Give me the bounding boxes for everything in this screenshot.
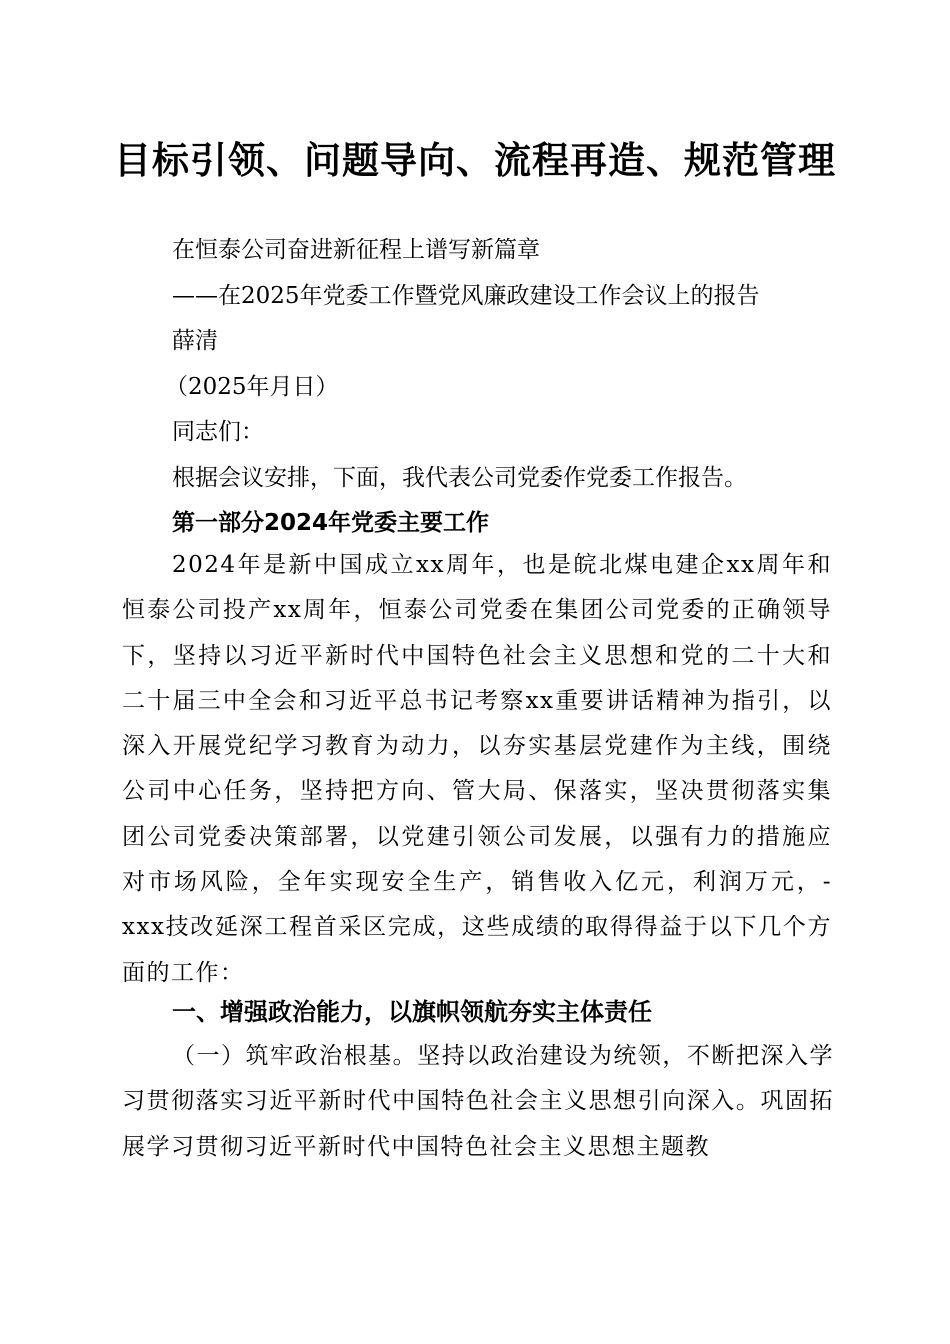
intro-paragraph: 根据会议安排，下面，我代表公司党委作党委工作报告。 [172,465,747,491]
document-subtitle: 在恒泰公司奋进新征程上谱写新篇章 [172,237,540,263]
section1-paragraph: （一）筑牢政治根基。坚持以政治建设为统领，不断把深入学习贯彻落实习近平新时代中国特色社会主义思想引向深入。巩固拓展学习贯彻习近平新时代中国特色社会主义思想主题教 [122,1043,834,1160]
document-subtitle-report: ——在2025年党委工作暨党风廉政建设工作会议上的报告 [172,283,760,309]
document-author: 薛清 [172,328,218,354]
section1-heading: 一、增强政治能力，以旗帜领航夯实主体责任 [172,998,652,1026]
document-title: 目标引领、问题导向、流程再造、规范管理 [114,138,836,182]
part1-paragraph: 2024年是新中国成立xx周年，也是皖北煤电建企xx周年和恒泰公司投产xx周年，恒泰公司党委在集团公司党委的正确领导下，坚持以习近平新时代中国特色社会主义思想和党的二十大和二十届三中全会和习近平总书记考察xx重要讲话精神为指引，以深入开展党纪学习教育为动力，以夯实基层党建作为主线，围绕公司中心任务，坚持把方向、管大局、保落实，坚决贯彻落实集团公司党委决策部署，以党建引领公司发展，以强有力的措施应对市场风险，全年实现安全生产，销售收入亿元，利润万元，-xxx技改延深工程首采区完成，这些成绩的取得得益于以下几个方面的工作： [122,552,832,986]
greeting: 同志们： [172,419,264,445]
part1-heading: 第一部分2024年党委主要工作 [172,510,490,536]
document-date: （2025年月日） [165,374,339,400]
